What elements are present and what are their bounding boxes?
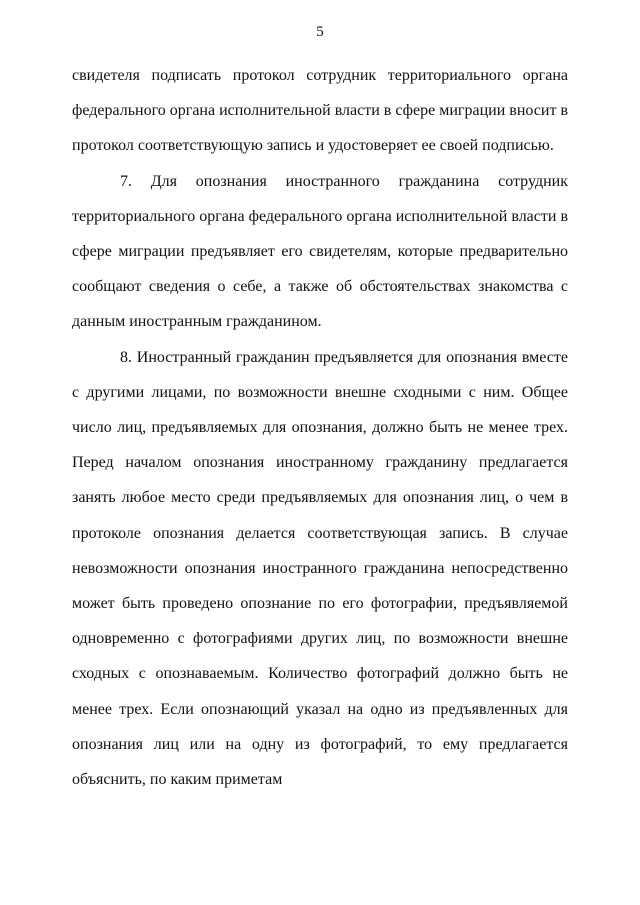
paragraph-item-8: 8. Иностранный гражданин предъявляется для опознания вместе с другими лицами, по возможности внешне сходными с ним. Общее число лиц, предъявляемых для опознания, должно быть не менее трех. Перед началом опознания иностранному гражданину предлагается занять любое место среди предъявляемых для опознания лиц, о чем в протоколе опознания делается соответствующая запись. В случае невозможности опознания иностранного гражданина непосредственно может быть проведено опознание по его фотографии, предъявляемой одновременно с фотографиями других лиц, по возможности внешне сходных с опознаваемым. Количество фотографий должно быть не менее трех. Если опознающий указал на одно из предъявленных для опознания лиц или на одну из фотографий, то ему предлагается объяснить, по каким приметам [72,348,568,789]
paragraph-item-7: 7. Для опознания иностранного гражданина сотрудник территориального органа федерального органа исполнительной власти в сфере миграции предъявляет его свидетелям, которые предварительно сообщают сведения о себе, а также об обстоятельствах знакомства с данным иностранным гражданином. [72,172,568,331]
page-number: 5 [316,24,324,40]
document-body [72,58,568,797]
paragraph-continuation: свидетеля подписать протокол сотрудник территориального органа федерального органа исполнительной власти в сфере миграции вносит в протокол соответствующую запись и удостоверяет ее своей подписью. [72,67,568,155]
